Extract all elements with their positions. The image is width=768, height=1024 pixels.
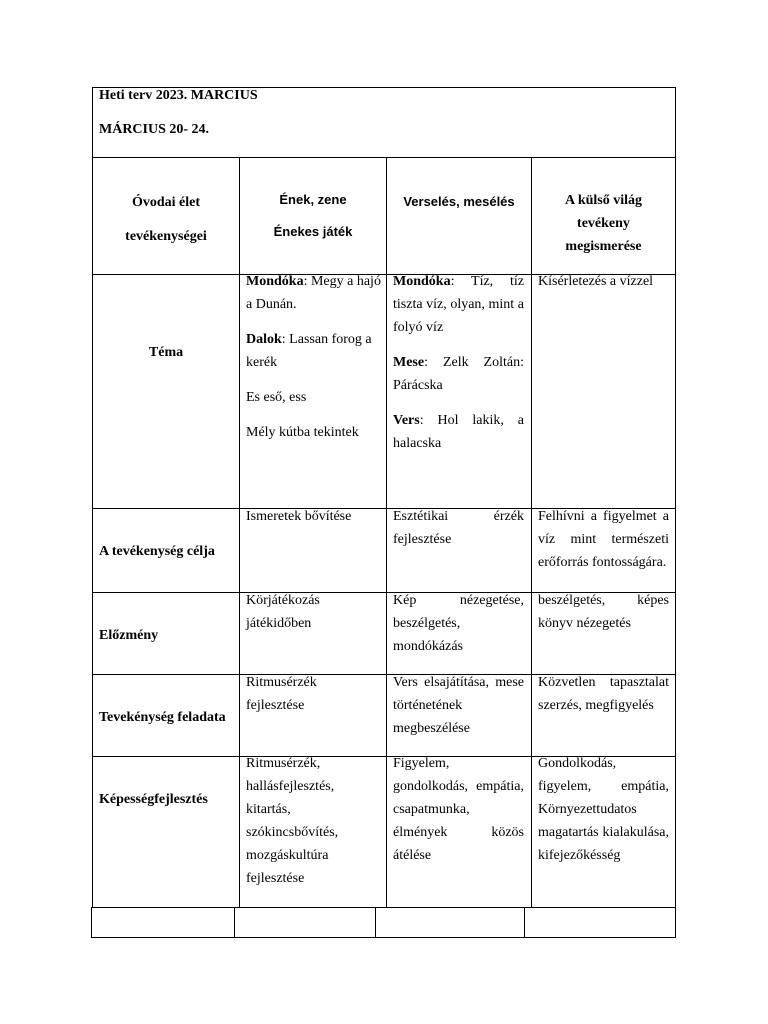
column-header-line: Ének, zene [279, 192, 347, 207]
feladata-world-cell: Közvetlen tapasztalat szerzés, megfigyelés [538, 675, 669, 713]
kepesseg-music-cell: Ritmusérzék, hallásfejlesztés, kitartás, szókincsbővítés, mozgáskultúra fejlesztése [246, 756, 339, 886]
bold-term: Vers [393, 413, 420, 428]
column-header-poetry [387, 190, 531, 213]
bold-term: Mondóka [393, 274, 451, 289]
column-header-line: megismerése [565, 239, 642, 254]
plan-title: Heti terv 2023. MARCIUS [99, 88, 258, 103]
column-header-line: Óvodai élet [131, 195, 201, 210]
cell-text: : Hol lakik, a halacska [393, 413, 524, 451]
cell-text: : Lassan forog a kerék [246, 332, 372, 370]
kepesseg-world-cell: Gondolkodás, figyelem, empátia, Környezettudatos magatartás kialakulása, kifejezőkésség [538, 756, 669, 863]
table-line [92, 157, 676, 158]
row-label-feladata: Tevekénység feladata [99, 710, 226, 725]
table-line [524, 907, 525, 938]
feladata-music-cell: Ritmusérzék fejlesztése [246, 675, 317, 713]
celja-poetry-cell: Esztétikai érzék fejlesztése [393, 509, 524, 547]
feladata-poetry-cell: Vers elsajátítása, mese történetének megbeszélése [393, 675, 524, 736]
bold-term: Dalok [246, 332, 282, 347]
column-header-line: Verselés, mesélés [403, 194, 515, 209]
column-header-line: tevékeny [577, 216, 630, 231]
column-header-line: Énekes játék [273, 224, 353, 239]
bold-term: Mondóka [246, 274, 304, 289]
tema-poetry-cell [393, 270, 524, 455]
bold-term: Mese [393, 355, 425, 370]
elozmeny-music-cell: Körjátékozás játékidőben [246, 593, 320, 631]
table-line [91, 907, 92, 938]
row-label-tema: Téma [148, 345, 184, 360]
table-line [531, 157, 532, 908]
column-header-line: tevékenységei [125, 229, 207, 244]
celja-music-cell: Ismeretek bővítése [246, 509, 352, 524]
elozmeny-poetry-cell: Kép nézegetése, beszélgetés, mondókázás [393, 593, 524, 654]
tema-world-cell: Kísérletezés a vízzel [538, 274, 654, 289]
cell-text: : Tíz, tíz tiszta víz, olyan, mint a folyó víz [393, 274, 524, 335]
row-label-elozmeny: Előzmény [99, 628, 159, 643]
cell-paragraph: Es eső, ess [246, 390, 307, 405]
cell-paragraph [393, 351, 524, 397]
row-label-kepesseg: Képességfejlesztés [99, 792, 208, 807]
table-line [239, 157, 240, 908]
table-line [91, 907, 676, 908]
column-header-line: A külső világ [564, 193, 643, 208]
column-header-world [532, 189, 675, 258]
table-line [91, 937, 676, 938]
cell-text: : Megy a hajó a Dunán. [246, 274, 381, 312]
table-line [375, 907, 376, 938]
elozmeny-world-cell: beszélgetés, képes könyv nézegetés [538, 593, 669, 631]
celja-world-cell: Felhívni a figyelmet a víz mint természeti erőforrás fontosságára. [538, 509, 669, 570]
table-line [386, 157, 387, 908]
cell-paragraph [246, 270, 382, 316]
row-label-celja: A tevékenység célja [99, 544, 215, 559]
cell-paragraph [393, 409, 524, 455]
cell-paragraph [393, 270, 524, 339]
table-line [234, 907, 235, 938]
plan-dates: MÁRCIUS 20- 24. [99, 122, 210, 137]
cell-paragraph: Mély kútba tekintek [246, 425, 359, 440]
column-header-activities [93, 186, 239, 254]
cell-paragraph [246, 328, 382, 374]
kepesseg-poetry-cell: Figyelem, gondolkodás, empátia, csapatmunka, élmények közös átélése [393, 756, 524, 863]
table-line [675, 87, 676, 938]
tema-music-cell [246, 270, 382, 444]
cell-text: : Zelk Zoltán: Párácska [393, 355, 524, 393]
column-header-music [240, 184, 386, 248]
